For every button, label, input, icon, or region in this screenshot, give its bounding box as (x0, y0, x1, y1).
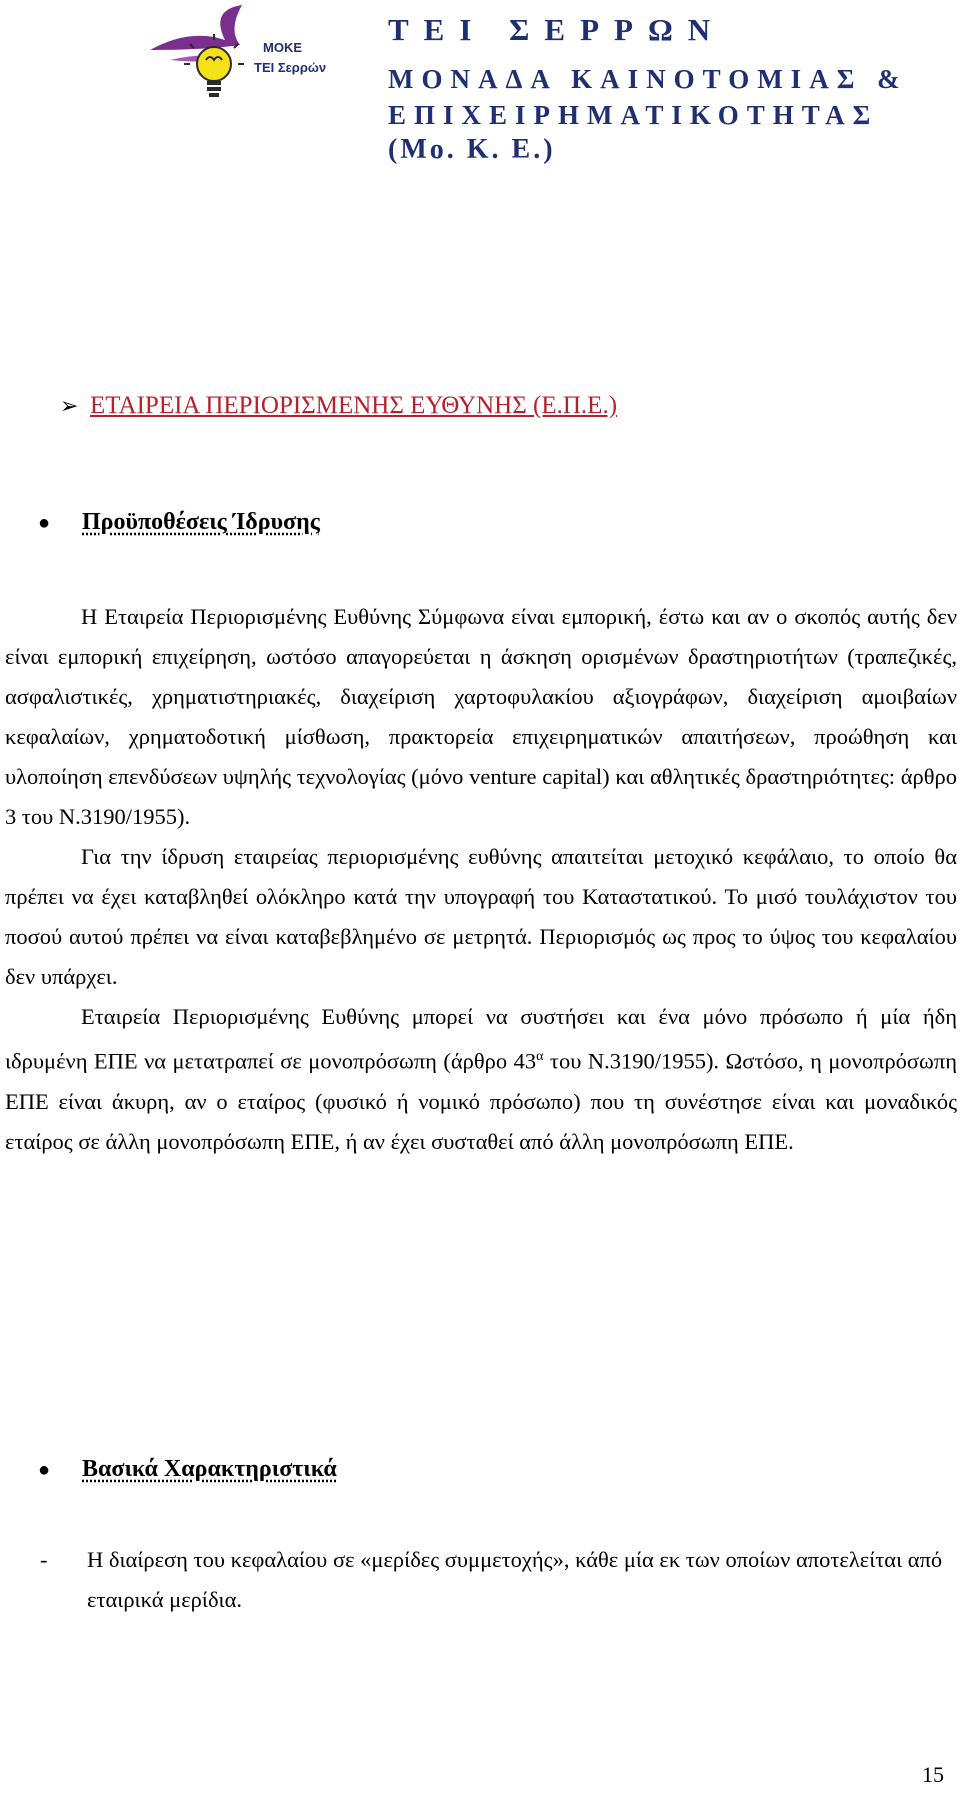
org-name-line3: ΕΠΙΧΕΙΡΗΜΑΤΙΚΟΤΗΤΑΣ (388, 100, 879, 130)
paragraph: Για την ίδρυση εταιρείας περιορισμένης ευθύνης απαιτείται μετοχικό κεφάλαιο, το οποίο θα πρέπει να έχει καταβληθεί ολόκληρο κατά την υπογραφή του Καταστατικού. Το μισό τουλάχιστον του ποσού αυτού πρέπει να είναι καταβεβλημένο σε μετρητά. Περιορισμός ως προς το ύψος του κεφαλαίου δεν υπάρχει. (5, 844, 957, 989)
document-header (0, 0, 960, 175)
section-title-text: ΕΤΑΙΡΕΙΑ ΠΕΡΙΟΡΙΣΜΕΝΗΣ ΕΥΘΥΝΗΣ (Ε.Π.Ε.) (90, 392, 618, 419)
bullet-icon: ● (38, 512, 51, 534)
subhead-characteristics-text: Βασικά Χαρακτηριστικά (82, 1456, 337, 1482)
subhead-conditions-text: Προϋποθέσεις Ίδρυσης (82, 509, 320, 535)
logo-text-line1: ΜΟΚΕ (263, 40, 302, 55)
arrow-bullet-icon: ➢ (60, 393, 79, 418)
list-item (40, 1540, 957, 1620)
bullet-icon: ● (38, 1459, 51, 1481)
logo-text-line2: ΤΕΙ Σερρών (254, 60, 327, 75)
paragraph (5, 997, 957, 1162)
subhead-conditions (38, 509, 320, 536)
list-marker: - (40, 1547, 48, 1572)
lightbulb-logo-icon (150, 0, 360, 110)
paragraph-part: του Ν.3190/1955). Ωστόσο, η μονοπρόσωπη ΕΠΕ είναι άκυρη, αν ο εταίρος (φυσικό ή νομικό πρόσωπο) που τη συνέστησε είναι και μοναδικός εταίρος σε άλλη μονοπρόσωπη ΕΠΕ, ή αν έχει συσταθεί από άλλη μονοπρόσωπη ΕΠΕ. (5, 1048, 957, 1154)
moke-logo (150, 0, 360, 110)
body-text (5, 597, 957, 1162)
subhead-characteristics (38, 1456, 337, 1483)
section-title (60, 392, 617, 420)
list-item-text: Η διαίρεση του κεφαλαίου σε «μερίδες συμμετοχής», κάθε μία εκ των οποίων αποτελείται από εταιρικά μερίδια. (87, 1547, 943, 1612)
org-name-line1: ΤΕΙ ΣΕΡΡΩΝ (388, 12, 726, 47)
org-name-line2: ΜΟΝΑΔΑ ΚΑΙΝΟΤΟΜΙΑΣ & (388, 64, 908, 94)
superscript: α (536, 1049, 544, 1064)
page-number: 15 (922, 1762, 944, 1787)
paragraph: Η Εταιρεία Περιορισμένης Ευθύνης Σύμφωνα είναι εμπορική, έστω και αν ο σκοπός αυτής δεν είναι εμπορική επιχείρηση, ωστόσο απαγορεύεται η άσκηση ορισμένων δραστηριοτήτων (τραπεζικές, ασφαλιστικές, χρηματιστηριακές, διαχείριση χαρτοφυλακίου αξιογράφων, διαχείριση αμοιβαίων κεφαλαίων, χρηματοδοτική μίσθωση, πρακτορεία επιχειρηματικών απαιτήσεων, προώθηση και υλοποίηση επενδύσεων υψηλής τεχνολογίας (μόνο venture capital) και αθλητικές δραστηριότητες: άρθρο 3 του Ν.3190/1955). (5, 604, 957, 829)
org-abbreviation: (Μο. Κ. Ε.) (388, 134, 556, 165)
paragraph-part: Εταιρεία Περιορισμένης Ευθύνης μπορεί να συστήσει και ένα μόνο πρόσωπο ή μία ήδη ιδρυμένη ΕΠΕ να μετατραπεί σε μονοπρόσωπη (άρθρο 43 (5, 1004, 957, 1074)
